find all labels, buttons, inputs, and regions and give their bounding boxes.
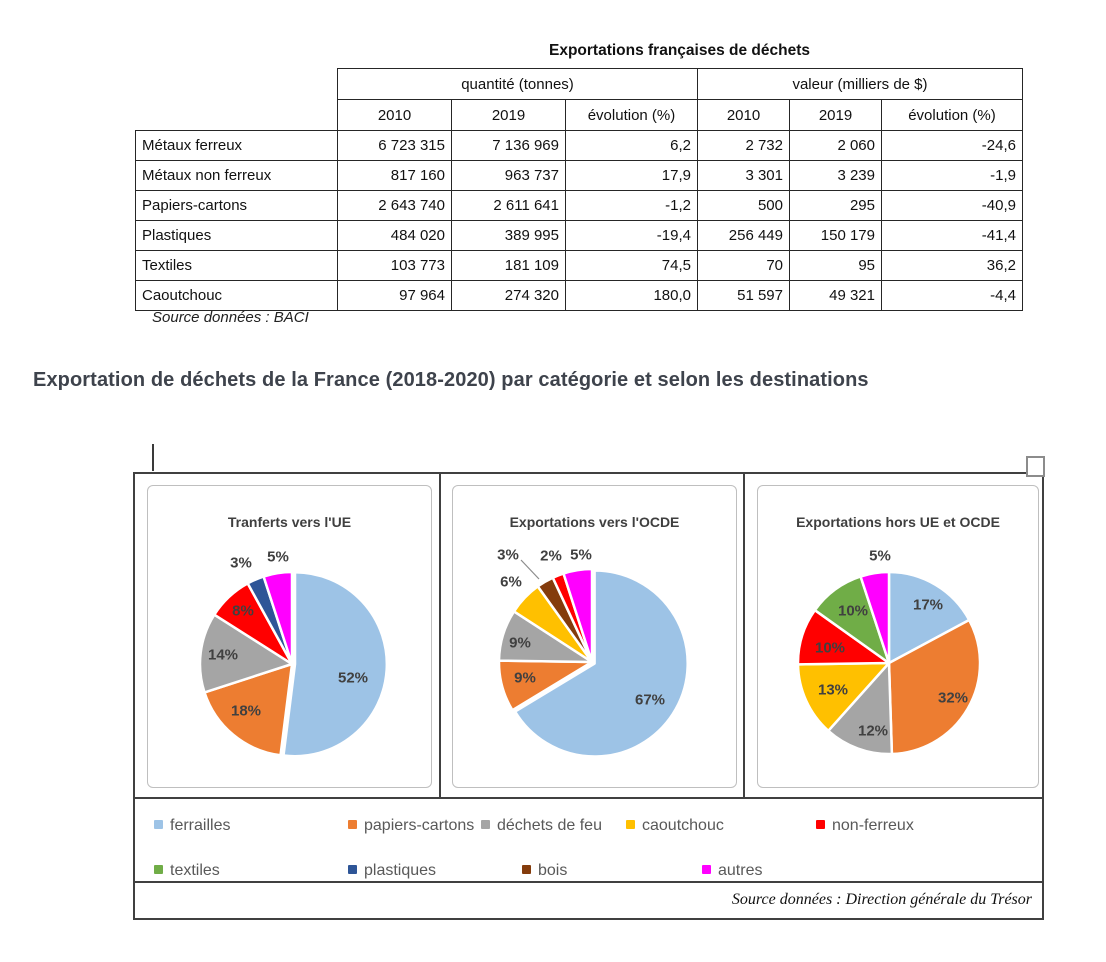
pie-label: 5% (570, 546, 592, 564)
label-leader-line (521, 560, 539, 579)
cell: 95 (790, 251, 882, 281)
pie-label: 9% (509, 634, 531, 652)
legend-item-ferrailles (154, 817, 230, 835)
legend-marker (348, 865, 357, 874)
legend-label: caoutchouc (642, 817, 724, 834)
cell: 484 020 (338, 221, 452, 251)
cell: 2 611 641 (452, 191, 566, 221)
table-group-header-row (136, 69, 1023, 100)
pie-label: 5% (267, 548, 289, 566)
group-header-quantity: quantité (tonnes) (338, 69, 698, 100)
legend-marker (702, 865, 711, 874)
pie-panel-ue (147, 485, 432, 788)
cell: 17,9 (566, 161, 698, 191)
panel-divider (743, 474, 745, 797)
legend-marker (626, 820, 635, 829)
legend-label: bois (538, 862, 568, 879)
legend-item-textiles (154, 862, 220, 880)
pie-label: 18% (230, 702, 262, 720)
cell: -40,9 (882, 191, 1023, 221)
col-header: 2010 (338, 100, 452, 131)
col-header: 2019 (452, 100, 566, 131)
table-corner-blank (136, 100, 338, 131)
row-label: Métaux ferreux (136, 131, 338, 161)
table-row (136, 221, 1023, 251)
table-corner-blank (136, 69, 338, 100)
col-header: évolution (%) (882, 100, 1023, 131)
legend-marker (154, 820, 163, 829)
pies-figure (133, 472, 1044, 920)
pie-label: 13% (817, 681, 849, 699)
table-row (136, 161, 1023, 191)
pie-title-hors: Exportations hors UE et OCDE (796, 514, 1000, 530)
pie-label: 10% (814, 639, 846, 657)
exports-table (135, 68, 1023, 311)
legend-label: non-ferreux (832, 817, 914, 834)
cell: -19,4 (566, 221, 698, 251)
pie-label: 10% (837, 602, 869, 620)
col-header: évolution (%) (566, 100, 698, 131)
legend-item-dechets-de-feu (481, 817, 602, 835)
cell: 817 160 (338, 161, 452, 191)
legend-marker (816, 820, 825, 829)
cell: 36,2 (882, 251, 1023, 281)
cell: 6 723 315 (338, 131, 452, 161)
cell: 256 449 (698, 221, 790, 251)
cell: 3 239 (790, 161, 882, 191)
legend-label: déchets de feu (497, 817, 602, 834)
cell: 103 773 (338, 251, 452, 281)
row-label: Métaux non ferreux (136, 161, 338, 191)
cell: 150 179 (790, 221, 882, 251)
pie-label: 32% (937, 689, 969, 707)
legend-label: ferrailles (170, 817, 231, 834)
table-row (136, 251, 1023, 281)
cell: 963 737 (452, 161, 566, 191)
panel-divider (439, 474, 441, 797)
pie-chart-hors (758, 486, 1040, 789)
cell: 500 (698, 191, 790, 221)
pie-panel-hors (757, 485, 1039, 788)
figure-source: Source données : Direction générale du Trésor (731, 891, 1032, 908)
cell: 70 (698, 251, 790, 281)
cell: 295 (790, 191, 882, 221)
legend-label: plastiques (364, 862, 437, 879)
cell: 2 643 740 (338, 191, 452, 221)
page-title: Exportation de déchets de la France (2018-2020) par catégorie et selon les destinations (33, 369, 869, 391)
table-row (136, 191, 1023, 221)
legend-label: autres (718, 862, 763, 879)
cell: -4,4 (882, 281, 1023, 311)
legend-marker (348, 820, 357, 829)
pie-label: 12% (857, 722, 889, 740)
pie-slice-ferrailles (284, 572, 387, 756)
pie-chart-ue (148, 486, 433, 789)
pie-label: 3% (497, 546, 519, 564)
cell: -41,4 (882, 221, 1023, 251)
pie-label: 17% (912, 596, 944, 614)
table-source: Source données : BACI (152, 309, 309, 326)
pie-chart-ocde (453, 486, 738, 789)
cell: -24,6 (882, 131, 1023, 161)
cell: 49 321 (790, 281, 882, 311)
col-header: 2019 (790, 100, 882, 131)
cell: 7 136 969 (452, 131, 566, 161)
legend-label: textiles (170, 862, 220, 879)
legend-item-autres (702, 862, 762, 880)
cell: 2 060 (790, 131, 882, 161)
cell: 2 732 (698, 131, 790, 161)
cell: 97 964 (338, 281, 452, 311)
table-row (136, 131, 1023, 161)
pie-label: 67% (634, 691, 666, 709)
table-year-header-row (136, 100, 1023, 131)
row-label: Plastiques (136, 221, 338, 251)
source-separator (135, 881, 1042, 883)
legend-separator (135, 797, 1042, 799)
legend-item-non-ferreux (816, 817, 914, 835)
pie-label: 52% (337, 669, 369, 687)
pie-label: 5% (869, 547, 891, 565)
legend-marker (522, 865, 531, 874)
pie-title-ocde: Exportations vers l'OCDE (509, 514, 680, 530)
legend-item-caoutchouc (626, 817, 724, 835)
cell: 389 995 (452, 221, 566, 251)
row-label: Papiers-cartons (136, 191, 338, 221)
cell: 74,5 (566, 251, 698, 281)
cell: -1,2 (566, 191, 698, 221)
pie-label: 8% (232, 602, 254, 620)
row-label: Textiles (136, 251, 338, 281)
pie-label: 2% (540, 547, 562, 565)
pie-label: 3% (230, 554, 252, 572)
col-header: 2010 (698, 100, 790, 131)
table-row (136, 281, 1023, 311)
cell: 6,2 (566, 131, 698, 161)
legend-item-plastiques (348, 862, 436, 880)
table-title: Exportations françaises de déchets (548, 42, 810, 59)
legend-item-papiers-cartons (348, 817, 474, 835)
pie-title-ue: Tranferts vers l'UE (227, 514, 352, 530)
pie-label: 6% (500, 573, 522, 591)
pie-label: 14% (207, 646, 239, 664)
cell: -1,9 (882, 161, 1023, 191)
legend-item-bois (522, 862, 567, 880)
group-header-value: valeur (milliers de $) (698, 69, 1023, 100)
legend-label: papiers-cartons (364, 817, 475, 834)
row-label: Caoutchouc (136, 281, 338, 311)
pie-label: 9% (514, 669, 536, 687)
cell: 3 301 (698, 161, 790, 191)
selection-handle (1026, 456, 1045, 477)
cell: 274 320 (452, 281, 566, 311)
legend-marker (154, 865, 163, 874)
pie-panel-ocde (452, 485, 737, 788)
cell: 51 597 (698, 281, 790, 311)
cell: 180,0 (566, 281, 698, 311)
legend-marker (481, 820, 490, 829)
cell: 181 109 (452, 251, 566, 281)
text-cursor (152, 444, 154, 471)
